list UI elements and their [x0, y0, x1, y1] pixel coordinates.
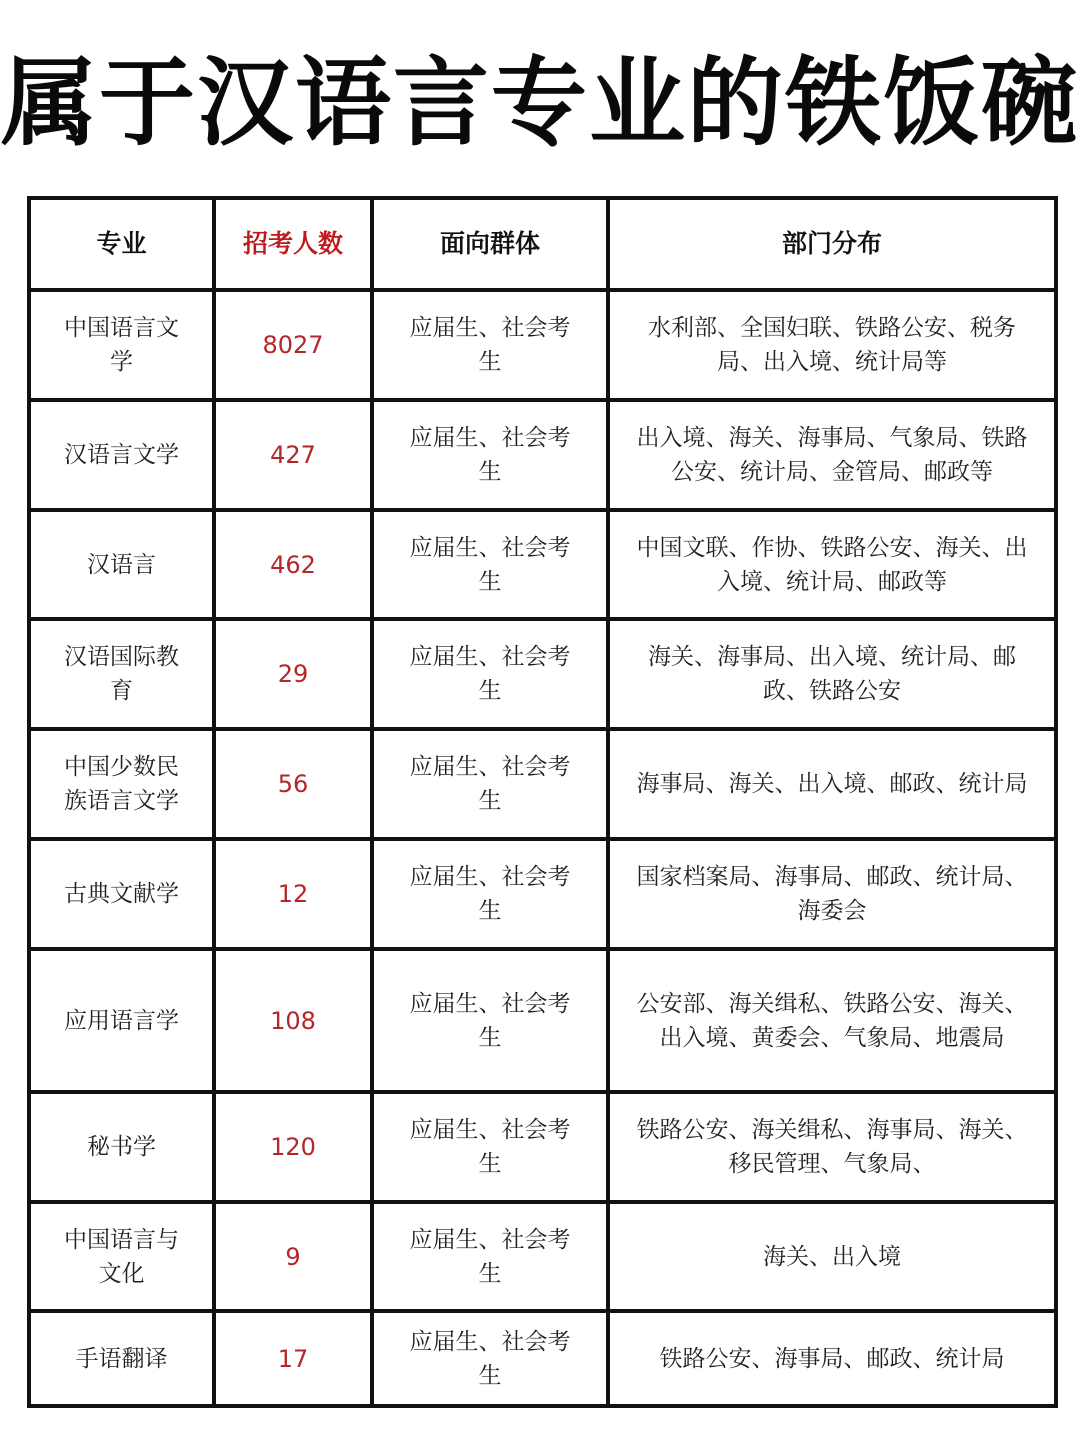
group-cell: 应届生、社会考生	[372, 400, 608, 510]
table-row	[29, 729, 1056, 839]
major-cell: 汉语国际教育	[29, 619, 214, 729]
departments-cell: 铁路公安、海事局、邮政、统计局	[608, 1311, 1056, 1406]
group-cell: 应届生、社会考生	[372, 290, 608, 400]
group-cell: 应届生、社会考生	[372, 619, 608, 729]
departments-cell: 海关、海事局、出入境、统计局、邮政、铁路公安	[608, 619, 1056, 729]
count-cell: 29	[214, 619, 372, 729]
table-row	[29, 1092, 1056, 1202]
page-title: 属于汉语言专业的铁饭碗	[1, 47, 1079, 159]
major-cell: 中国语言文学	[29, 290, 214, 400]
major-cell: 应用语言学	[29, 949, 214, 1092]
count-cell: 17	[214, 1311, 372, 1406]
count-cell: 9	[214, 1202, 372, 1311]
count-cell: 108	[214, 949, 372, 1092]
group-cell: 应届生、社会考生	[372, 1202, 608, 1311]
table-row	[29, 949, 1056, 1092]
count-cell: 427	[214, 400, 372, 510]
header-group: 面向群体	[372, 198, 608, 290]
header-major: 专业	[29, 198, 214, 290]
major-cell: 手语翻译	[29, 1311, 214, 1406]
major-cell: 古典文献学	[29, 839, 214, 949]
group-cell: 应届生、社会考生	[372, 839, 608, 949]
table-row	[29, 619, 1056, 729]
group-cell: 应届生、社会考生	[372, 1311, 608, 1406]
table-row	[29, 839, 1056, 949]
departments-cell: 公安部、海关缉私、铁路公安、海关、出入境、黄委会、气象局、地震局	[608, 949, 1056, 1092]
group-cell: 应届生、社会考生	[372, 729, 608, 839]
major-cell: 汉语言	[29, 510, 214, 619]
table-row	[29, 1202, 1056, 1311]
count-cell: 8027	[214, 290, 372, 400]
departments-cell: 国家档案局、海事局、邮政、统计局、海委会	[608, 839, 1056, 949]
departments-cell: 海事局、海关、出入境、邮政、统计局	[608, 729, 1056, 839]
table-row	[29, 1311, 1056, 1406]
count-cell: 12	[214, 839, 372, 949]
departments-cell: 水利部、全国妇联、铁路公安、税务局、出入境、统计局等	[608, 290, 1056, 400]
group-cell: 应届生、社会考生	[372, 949, 608, 1092]
departments-cell: 出入境、海关、海事局、气象局、铁路公安、统计局、金管局、邮政等	[608, 400, 1056, 510]
count-cell: 120	[214, 1092, 372, 1202]
header-count: 招考人数	[214, 198, 372, 290]
departments-cell: 海关、出入境	[608, 1202, 1056, 1311]
header-departments: 部门分布	[608, 198, 1056, 290]
departments-cell: 中国文联、作协、铁路公安、海关、出入境、统计局、邮政等	[608, 510, 1056, 619]
group-cell: 应届生、社会考生	[372, 1092, 608, 1202]
major-cell: 中国少数民族语言文学	[29, 729, 214, 839]
recruitment-table	[27, 196, 1058, 1408]
count-cell: 462	[214, 510, 372, 619]
major-cell: 秘书学	[29, 1092, 214, 1202]
table-header-row	[29, 198, 1056, 290]
table-row	[29, 400, 1056, 510]
major-cell: 汉语言文学	[29, 400, 214, 510]
table-row	[29, 510, 1056, 619]
group-cell: 应届生、社会考生	[372, 510, 608, 619]
count-cell: 56	[214, 729, 372, 839]
table-row	[29, 290, 1056, 400]
departments-cell: 铁路公安、海关缉私、海事局、海关、移民管理、气象局、	[608, 1092, 1056, 1202]
major-cell: 中国语言与文化	[29, 1202, 214, 1311]
